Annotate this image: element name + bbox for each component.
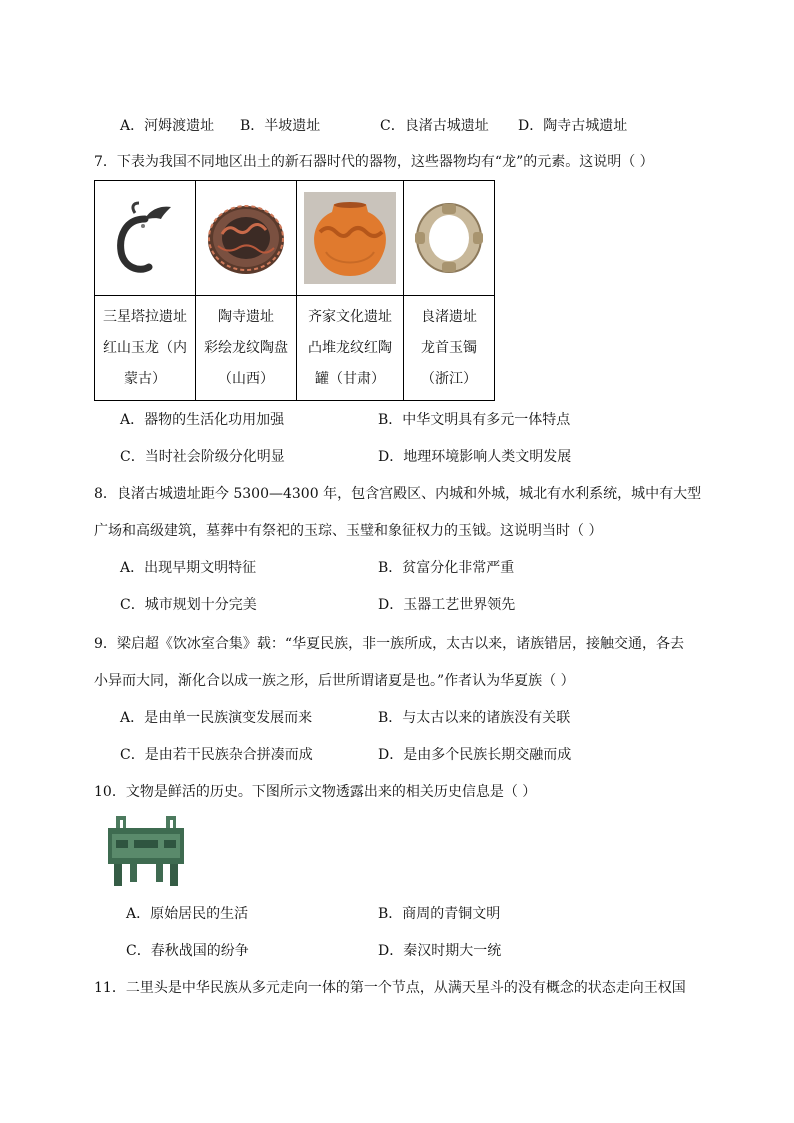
- q9-option-c: C．是由若干民族杂合拼凑而成: [120, 747, 313, 763]
- q6-option-a: A．河姆渡遗址: [120, 118, 215, 134]
- q9-option-a: A．是由单一民族演变发展而来: [120, 710, 313, 726]
- q9-option-d: D．是由多个民族长期交融而成: [378, 747, 572, 763]
- q11-stem-line1: 11．二里头是中华民族从多元走向一体的第一个节点，从满天星斗的没有概念的状态走向王权国: [94, 980, 686, 996]
- q8-stem-line2: 广场和高级建筑，墓葬中有祭祀的玉琮、玉璧和象征权力的玉钺。这说明当时（ ）: [94, 523, 603, 539]
- relic-caption-4: [404, 296, 495, 401]
- q6-option-b: B．半坡遗址: [240, 118, 321, 134]
- q7-stem: 7．下表为我国不同地区出土的新石器时代的器物，这些器物均有“龙”的元素。这说明（ ）: [94, 154, 654, 170]
- q8-stem-line1: 8．良渚古城遗址距今 5300—4300 年，包含宫殿区、内城和外城，城北有水利系统，城中有大型: [94, 486, 702, 502]
- relic-caption-line: 彩绘龙纹陶盘: [204, 339, 288, 356]
- q9-option-b: B．与太古以来的诸族没有关联: [378, 710, 571, 726]
- relic-image-cell-3: [297, 181, 404, 296]
- q7-option-d: D．地理环境影响人类文明发展: [378, 449, 572, 465]
- relic-caption-line: （浙江）: [421, 370, 477, 387]
- q8-option-a: A．出现早期文明特征: [120, 560, 257, 576]
- q7-option-c: C．当时社会阶级分化明显: [120, 449, 285, 465]
- relic-image-cell-1: [95, 181, 196, 296]
- relic-caption-line: （山西）: [218, 370, 274, 387]
- q6-option-d: D．陶寺古城遗址: [518, 118, 628, 134]
- relic-image-cell-2: [196, 181, 297, 296]
- q8-option-b: B．贫富分化非常严重: [378, 560, 515, 576]
- relic-caption-3: [297, 296, 404, 401]
- q10-option-c: C．春秋战国的纷争: [126, 943, 249, 959]
- jade-bracelet-icon: [404, 198, 494, 278]
- relic-caption-line: 蒙古）: [124, 370, 166, 387]
- relic-caption-line: 齐家文化遗址: [308, 308, 392, 325]
- q8-option-d: D．玉器工艺世界领先: [378, 597, 516, 613]
- q9-stem-line2: 小异而大同，渐化合以成一族之形，后世所谓诸夏是也。”作者认为华夏族（ ）: [94, 673, 575, 689]
- q10-option-a: A．原始居民的生活: [126, 906, 249, 922]
- relic-caption-line: 红山玉龙（内: [103, 339, 187, 356]
- relic-caption-line: 陶寺遗址: [218, 308, 274, 325]
- jade-dragon-icon: [95, 193, 195, 283]
- q7-option-a: A．器物的生活化功用加强: [120, 412, 285, 428]
- q10-option-d: D．秦汉时期大一统: [378, 943, 502, 959]
- relic-caption-2: [196, 296, 297, 401]
- relic-caption-line: 罐（甘肃）: [315, 370, 385, 387]
- q7-relics-table: [94, 180, 495, 401]
- q9-stem-line1: 9．梁启超《饮冰室合集》载：“华夏民族，非一族所成，太古以来，诸族错居，接触交通，各去: [94, 636, 685, 652]
- q10-stem: 10．文物是鲜活的历史。下图所示文物透露出来的相关历史信息是（ ）: [94, 784, 537, 800]
- q8-option-c: C．城市规划十分完美: [120, 597, 257, 613]
- q6-option-c: C．良渚古城遗址: [380, 118, 489, 134]
- relic-caption-line: 三星塔拉遗址: [103, 308, 187, 325]
- q7-option-b: B．中华文明具有多元一体特点: [378, 412, 571, 428]
- relic-caption-line: 凸堆龙纹红陶: [308, 339, 392, 356]
- relic-image-cell-4: [404, 181, 495, 296]
- q10-option-b: B．商周的青铜文明: [378, 906, 501, 922]
- relic-caption-1: [95, 296, 196, 401]
- painted-pottery-plate-icon: [196, 196, 296, 280]
- relic-caption-line: 良渚遗址: [421, 308, 477, 325]
- bronze-ding-icon: [102, 810, 190, 890]
- relic-caption-line: 龙首玉镯: [421, 339, 477, 356]
- red-pottery-jar-icon: [297, 192, 403, 284]
